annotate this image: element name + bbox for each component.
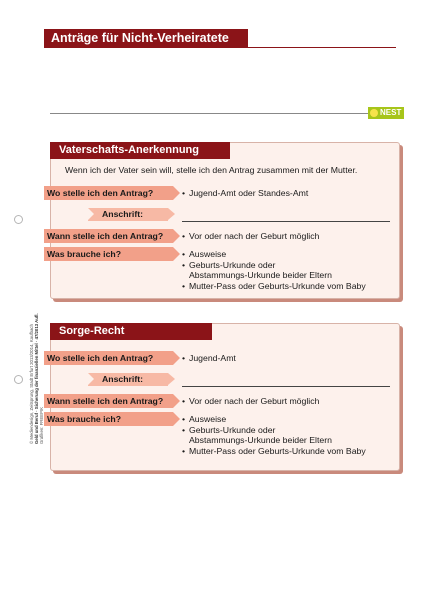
needs-item: • Ausweise bbox=[182, 249, 366, 260]
needs-list bbox=[182, 414, 366, 456]
needs-item: • Mutter-Pass oder Geburts-Urkunde vom Baby bbox=[182, 446, 366, 457]
needs-item: • Geburts-Urkunde oder bbox=[182, 425, 366, 436]
when-answer: • Vor oder nach der Geburt möglich bbox=[182, 396, 319, 407]
where-answer: • Jugend-Amt bbox=[182, 353, 236, 364]
nest-badge bbox=[368, 107, 404, 119]
when-label: Wann stelle ich den Antrag? bbox=[44, 394, 173, 408]
when-answer: • Vor oder nach der Geburt möglich bbox=[182, 231, 319, 242]
needs-item-cont: Abstammungs-Urkunde beider Eltern bbox=[189, 270, 332, 281]
where-label: Wo stelle ich den Antrag? bbox=[44, 351, 173, 365]
needs-item: • Ausweise bbox=[182, 414, 366, 425]
where-answer: • Jugend-Amt oder Standes-Amt bbox=[182, 188, 308, 199]
side-credit-line-1: © Mediendesign, Zeitsprung, Stadt Erfurt 2013/2014, Kaufbach bbox=[29, 324, 34, 444]
side-credit-line-3: Grafiken: FREEPIK bbox=[39, 406, 45, 444]
punch-hole-bottom bbox=[14, 375, 23, 384]
card-title: Sorge-Recht bbox=[50, 323, 212, 340]
nest-badge-label: NEST bbox=[380, 108, 402, 117]
card-intro: Wenn ich der Vater sein will, stelle ich den Antrag zusammen mit der Mutter. bbox=[65, 165, 358, 175]
where-label: Wo stelle ich den Antrag? bbox=[44, 186, 173, 200]
address-field bbox=[182, 221, 390, 222]
needs-label: Was brauche ich? bbox=[44, 247, 173, 261]
needs-label: Was brauche ich? bbox=[44, 412, 173, 426]
address-field bbox=[182, 386, 390, 387]
page-title: Anträge für Nicht-Verheiratete bbox=[44, 29, 248, 47]
address-label: Anschrift: bbox=[88, 373, 168, 386]
header-divider bbox=[44, 47, 396, 48]
needs-item: • Mutter-Pass oder Geburts-Urkunde vom Baby bbox=[182, 281, 366, 292]
section-divider bbox=[50, 113, 368, 114]
side-credit-line-2: Geld und Beruf · Sicherung der finanziellen Mittel · 47/2013 Aufl. bbox=[34, 313, 40, 444]
sun-icon bbox=[370, 109, 378, 117]
needs-item: • Geburts-Urkunde oder bbox=[182, 260, 366, 271]
needs-list bbox=[182, 249, 366, 291]
needs-item-cont: Abstammungs-Urkunde beider Eltern bbox=[189, 435, 332, 446]
card-title: Vaterschafts-Anerkennung bbox=[50, 142, 230, 159]
address-label: Anschrift: bbox=[88, 208, 168, 221]
punch-hole-top bbox=[14, 215, 23, 224]
when-label: Wann stelle ich den Antrag? bbox=[44, 229, 173, 243]
